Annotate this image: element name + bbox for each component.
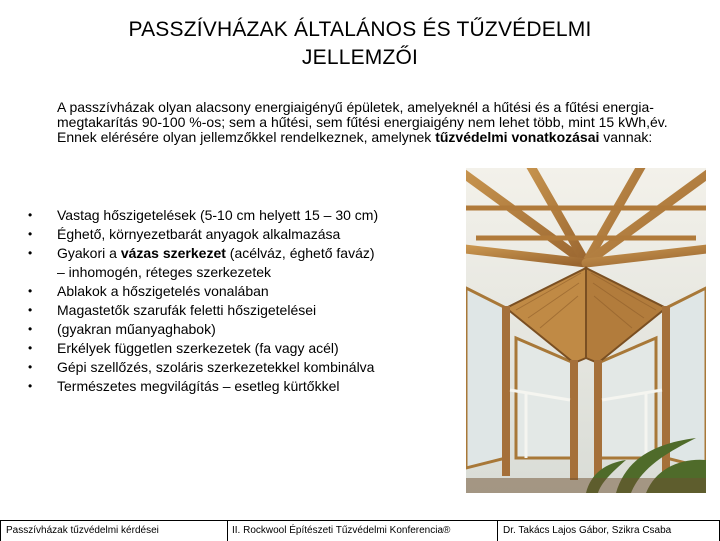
list-item-text: Gyakori a xyxy=(57,245,121,261)
slide-title-line-1: PASSZÍVHÁZAK ÁLTALÁNOS ÉS TŰZVÉDELMI xyxy=(128,18,592,41)
list-item-text: Gépi szellőzés, szoláris szerkezetekkel kombinálva xyxy=(57,359,375,375)
list-item-text: Magastetők szarufák feletti hőszigetelései xyxy=(57,302,317,318)
list-item xyxy=(28,206,448,225)
slide-title xyxy=(0,16,720,72)
list-item-text: (acélváz, éghető faváz) xyxy=(225,245,375,261)
list-item xyxy=(28,377,448,396)
list-item xyxy=(28,301,448,320)
footer-divider xyxy=(227,521,228,541)
left-window-pane xyxy=(466,288,506,468)
bullet-icon: • xyxy=(28,246,33,260)
bullet-icon: • xyxy=(28,360,33,374)
list-item-text: Természetes megvilágítás – esetleg kürtőkkel xyxy=(57,378,340,394)
list-item xyxy=(28,282,448,301)
bullet-icon: • xyxy=(28,227,33,241)
list-item xyxy=(28,225,448,244)
list-item-continuation: – inhomogén, réteges szerkezetek xyxy=(57,264,272,280)
list-item-bold-text: vázas szerkezet xyxy=(120,245,226,261)
intro-paragraph xyxy=(57,100,707,145)
footer-middle: II. Rockwool Építészeti Tűzvédelmi Konferencia® xyxy=(232,525,451,536)
bullet-icon: • xyxy=(28,284,33,298)
intro-text: A passzívházak olyan alacsony energiaigényű épületek, amelyeknél a hűtési és a fűtési energia-megtakarítás 90-100 %-os; sem a hűtési, sem fűtési energiaigény nem lehet több, mint 15 kWh,év. Ennek elérésére olyan jellemzőkkel rendelkeznek, amelynek xyxy=(57,99,668,145)
timber-roof-photo xyxy=(466,168,706,493)
list-item xyxy=(28,358,448,377)
footer-divider xyxy=(0,521,1,541)
intro-tail: vannak: xyxy=(599,129,653,145)
list-item xyxy=(28,320,448,339)
list-item-text: (gyakran műanyaghabok) xyxy=(57,321,216,337)
list-item-text: Éghető, környezetbarát anyagok alkalmazása xyxy=(57,226,341,242)
slide-footer xyxy=(0,520,720,540)
bullet-icon: • xyxy=(28,208,33,222)
feature-list xyxy=(28,206,448,396)
list-item xyxy=(28,244,448,282)
list-item-text: Vastag hőszigetelések (5-10 cm helyett 15 – 30 cm) xyxy=(57,207,379,223)
list-item-text: Erkélyek független szerkezetek (fa vagy acél) xyxy=(57,340,339,356)
intro-bold-text: tűzvédelmi vonatkozásai xyxy=(435,129,600,145)
footer-divider xyxy=(497,521,498,541)
list-item xyxy=(28,339,448,358)
slide-title-line-2: JELLEMZŐI xyxy=(301,46,419,69)
bullet-icon: • xyxy=(28,303,33,317)
bullet-icon: • xyxy=(28,341,33,355)
timber-roof-illustration xyxy=(466,168,706,493)
footer-right: Dr. Takács Lajos Gábor, Szikra Csaba xyxy=(503,525,672,536)
bullet-icon: • xyxy=(28,379,33,393)
footer-left: Passzívházak tűzvédelmi kérdései xyxy=(6,525,159,536)
bullet-icon: • xyxy=(28,322,33,336)
list-item-text: Ablakok a hőszigetelés vonalában xyxy=(57,283,269,299)
floor-shadow xyxy=(466,478,706,493)
